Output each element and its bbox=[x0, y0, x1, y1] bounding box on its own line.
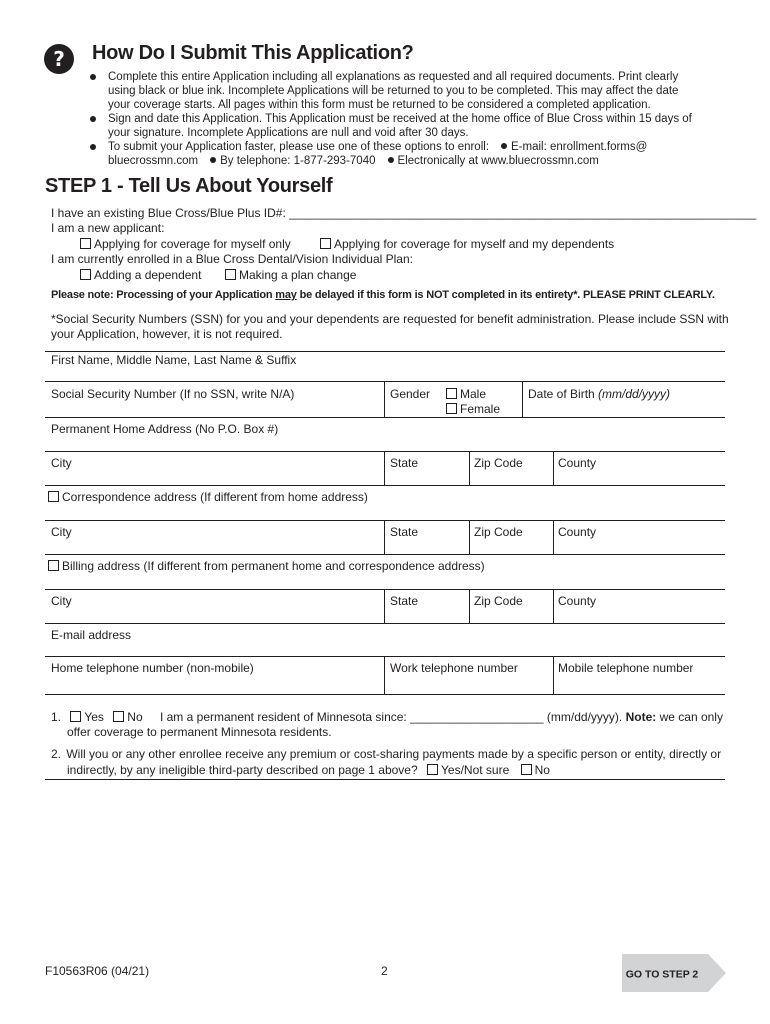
arrow-shape-icon bbox=[622, 954, 728, 992]
checkbox[interactable] bbox=[48, 560, 59, 571]
question-number: 1. bbox=[51, 710, 62, 724]
q1-no-option[interactable] bbox=[113, 710, 142, 724]
dob-field[interactable] bbox=[528, 387, 670, 401]
state-field[interactable]: State bbox=[390, 594, 419, 608]
checkbox[interactable] bbox=[320, 238, 331, 249]
zip-field[interactable]: Zip Code bbox=[474, 525, 523, 539]
section-title: How Do I Submit This Application? bbox=[92, 42, 414, 64]
bullet-icon bbox=[501, 143, 507, 149]
note-label: Note: bbox=[625, 710, 657, 724]
question-icon: ? bbox=[44, 44, 74, 74]
ssn-note: *Social Security Numbers (SSN) for you and your dependents are requested for benefit administration. Please include SSN with bbox=[51, 312, 729, 326]
correspondence-option[interactable] bbox=[48, 490, 368, 504]
checkbox[interactable] bbox=[446, 403, 457, 414]
note-text: we can only bbox=[656, 710, 723, 724]
instruction-item bbox=[90, 70, 720, 112]
ssn-note-cont: your Application, however, it is not required. bbox=[51, 327, 283, 341]
mobile-phone-field[interactable]: Mobile telephone number bbox=[558, 661, 694, 675]
instructions-list bbox=[90, 70, 720, 168]
enroll-options-text: To submit your Application faster, please use one of these options to enroll: bbox=[108, 141, 490, 153]
email-option-cont: bluecrossmn.com bbox=[108, 155, 199, 167]
option-label: Yes bbox=[84, 710, 104, 724]
gender-female-option[interactable] bbox=[446, 402, 500, 416]
option-label: Female bbox=[460, 402, 501, 416]
city-field[interactable]: City bbox=[51, 594, 72, 608]
billing-option[interactable] bbox=[48, 559, 485, 573]
checkbox[interactable] bbox=[48, 491, 59, 502]
currently-enrolled-label: I am currently enrolled in a Blue Cross Dental/Vision Individual Plan: bbox=[51, 252, 413, 266]
new-applicant-label: I am a new applicant: bbox=[51, 221, 165, 235]
note-text: be delayed if this form is NOT completed in its entirety*. PLEASE PRINT CLEARLY. bbox=[296, 289, 715, 301]
bullet-icon bbox=[90, 144, 96, 150]
checkbox[interactable] bbox=[70, 711, 81, 722]
option-label: Making a plan change bbox=[239, 268, 357, 282]
processing-note bbox=[51, 289, 715, 301]
home-phone-field[interactable]: Home telephone number (non-mobile) bbox=[51, 661, 254, 675]
instruction-text: your signature. Incomplete Applications are null and void after 30 days. bbox=[108, 127, 469, 139]
email-field[interactable]: E-mail address bbox=[51, 628, 132, 642]
option-label: Correspondence address (If different from home address) bbox=[62, 490, 368, 504]
checkbox[interactable] bbox=[225, 269, 236, 280]
checkbox[interactable] bbox=[521, 764, 532, 775]
name-field[interactable]: First Name, Middle Name, Last Name & Suffix bbox=[51, 353, 297, 367]
phone-option: By telephone: 1-877-293-7040 bbox=[220, 155, 376, 167]
instruction-text: Complete this entire Application including all explanations as requested and all required documents. Print clearly bbox=[108, 71, 679, 83]
state-field[interactable]: State bbox=[390, 456, 419, 470]
question-text: Will you or any other enrollee receive any premium or cost-sharing payments made by a specific person or entity, directly or bbox=[66, 747, 722, 761]
city-field[interactable]: City bbox=[51, 456, 72, 470]
go-to-step-label: GO TO STEP 2 bbox=[625, 968, 699, 981]
step-title: STEP 1 - Tell Us About Yourself bbox=[45, 175, 333, 197]
instruction-item bbox=[90, 140, 720, 168]
instruction-text bbox=[108, 154, 720, 168]
state-field[interactable]: State bbox=[390, 525, 419, 539]
option-label: Applying for coverage for myself and my dependents bbox=[334, 237, 615, 251]
dob-label: Date of Birth bbox=[528, 387, 599, 401]
checkbox[interactable] bbox=[113, 711, 124, 722]
option-plan-change[interactable] bbox=[225, 268, 356, 282]
q2-no-option[interactable] bbox=[521, 763, 550, 777]
web-option: Electronically at www.bluecrossmn.com bbox=[397, 155, 599, 167]
email-option: E-mail: enrollment.forms@ bbox=[511, 141, 648, 153]
option-label: Billing address (If different from permanent home and correspondence address) bbox=[62, 559, 485, 573]
go-to-step-2-button[interactable] bbox=[622, 954, 728, 992]
option-label: Adding a dependent bbox=[94, 268, 202, 282]
county-field[interactable]: County bbox=[558, 525, 597, 539]
bullet-icon bbox=[90, 116, 96, 122]
county-field[interactable]: County bbox=[558, 594, 597, 608]
checkbox[interactable] bbox=[446, 388, 457, 399]
bullet-icon bbox=[90, 74, 96, 80]
zip-field[interactable]: Zip Code bbox=[474, 456, 523, 470]
checkbox[interactable] bbox=[80, 238, 91, 249]
option-label: No bbox=[127, 710, 143, 724]
form-code: F10563R06 (04/21) bbox=[45, 964, 150, 978]
option-with-dependents[interactable] bbox=[320, 237, 614, 251]
page-number: 2 bbox=[381, 964, 388, 978]
city-field[interactable]: City bbox=[51, 525, 72, 539]
instruction-item bbox=[90, 112, 720, 140]
work-phone-field[interactable]: Work telephone number bbox=[390, 661, 518, 675]
ssn-field[interactable]: Social Security Number (If no SSN, write N/A) bbox=[51, 387, 295, 401]
bullet-icon bbox=[210, 157, 216, 163]
option-label: No bbox=[534, 763, 550, 777]
option-adding-dependent[interactable] bbox=[80, 268, 201, 282]
question-text: I am a permanent resident of Minnesota since: ____________________ (mm/dd/yyyy). bbox=[159, 710, 623, 724]
dob-format: (mm/dd/yyyy) bbox=[598, 387, 671, 401]
option-label: Yes/Not sure bbox=[441, 763, 510, 777]
q2-yes-option[interactable] bbox=[427, 763, 509, 777]
zip-field[interactable]: Zip Code bbox=[474, 594, 523, 608]
q1-yes-option[interactable] bbox=[70, 710, 104, 724]
question-2-cont bbox=[67, 763, 550, 777]
existing-id-field[interactable]: I have an existing Blue Cross/Blue Plus ID#: ______________________________________________________________________ bbox=[51, 206, 757, 220]
county-field[interactable]: County bbox=[558, 456, 597, 470]
question-2 bbox=[51, 747, 721, 761]
gender-label: Gender bbox=[390, 387, 431, 401]
instruction-text: using black or blue ink. Incomplete Applications will be returned to you to be completed. This may affect the date bbox=[108, 85, 679, 97]
question-1-cont: offer coverage to permanent Minnesota residents. bbox=[67, 725, 332, 739]
checkbox[interactable] bbox=[427, 764, 438, 775]
option-label: Applying for coverage for myself only bbox=[94, 237, 291, 251]
note-emphasis: may bbox=[275, 289, 297, 301]
home-address-field[interactable]: Permanent Home Address (No P.O. Box #) bbox=[51, 422, 279, 436]
option-label: Male bbox=[460, 387, 487, 401]
option-myself-only[interactable] bbox=[80, 237, 291, 251]
instruction-text: your coverage starts. All pages within this form must be returned to be considered a completed application. bbox=[108, 99, 651, 111]
bullet-icon bbox=[388, 157, 394, 163]
checkbox[interactable] bbox=[80, 269, 91, 280]
instruction-text bbox=[108, 140, 720, 154]
question-text: indirectly, by any ineligible third-party described on page 1 above? bbox=[67, 763, 418, 777]
instruction-text: Sign and date this Application. This Application must be received at the home office of Blue Cross within 15 days of bbox=[108, 113, 692, 125]
note-text: Please note: Processing of your Application bbox=[51, 289, 276, 301]
gender-male-option[interactable] bbox=[446, 387, 486, 401]
question-1 bbox=[51, 710, 723, 724]
question-number: 2. bbox=[51, 747, 62, 761]
